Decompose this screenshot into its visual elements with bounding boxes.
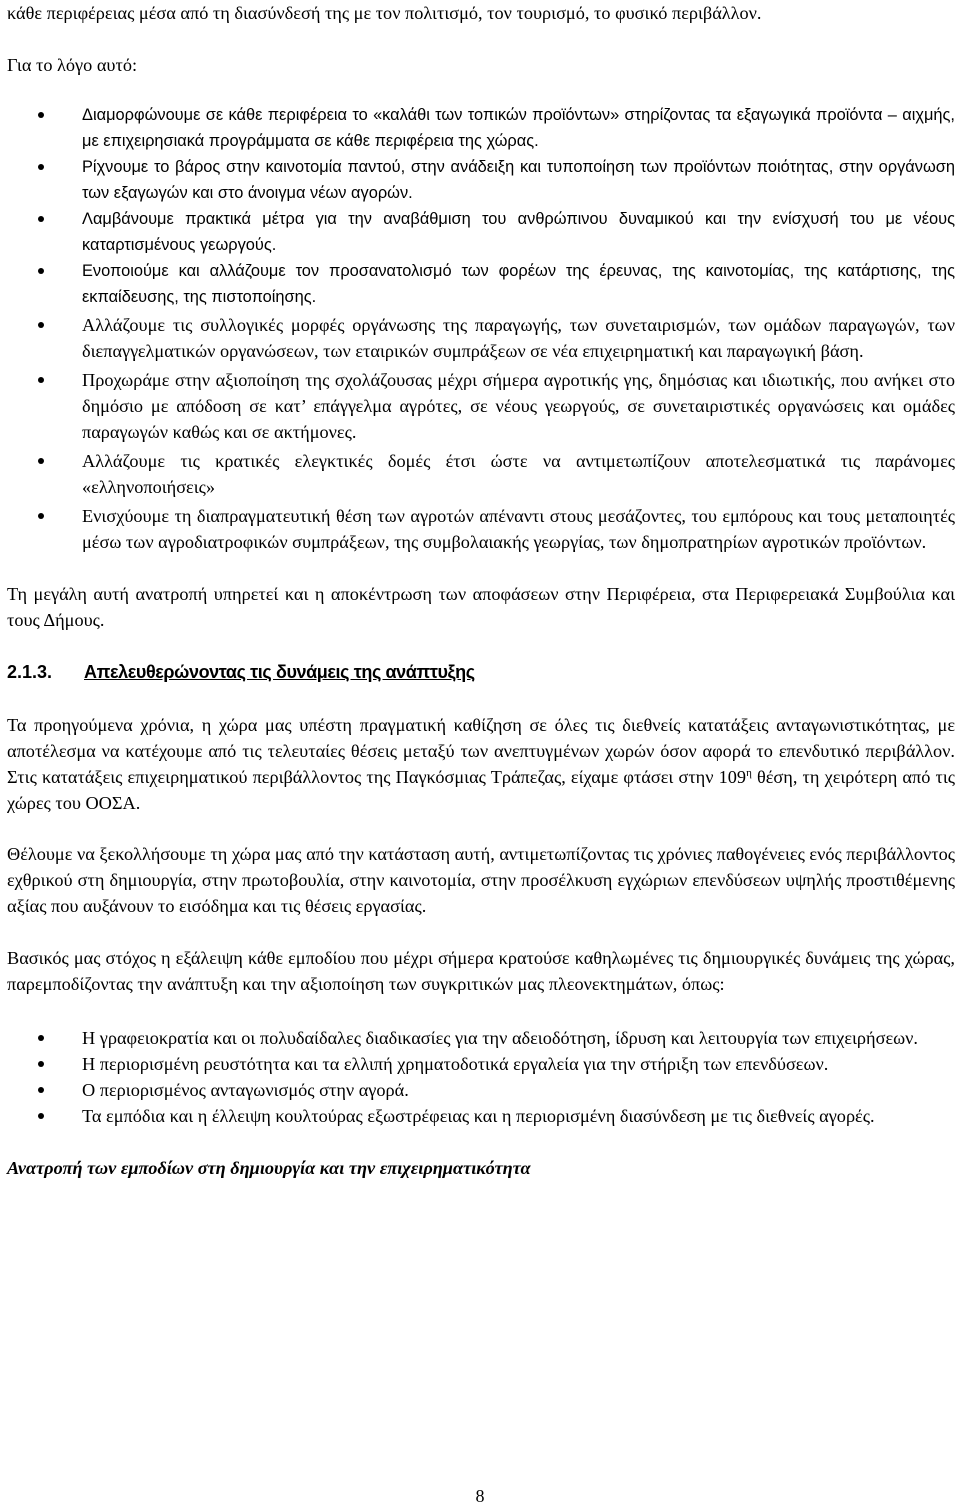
list-item — [7, 102, 955, 154]
list-item — [7, 258, 955, 310]
decentralization-note: Τη μεγάλη αυτή ανατροπή υπηρετεί και η αποκέντρωση των αποφάσεων στην Περιφέρεια, στα Περιφερειακά Συμβούλια και τους Δήμους. — [7, 584, 955, 630]
obstacles-list — [7, 1025, 955, 1129]
bullet-icon — [38, 268, 44, 274]
bullet-icon — [38, 164, 44, 170]
list-item — [7, 1077, 955, 1103]
subheading: Ανατροπή των εμποδίων στη δημιουργία και την επιχειρηματικότητα — [7, 1158, 531, 1178]
bullet-icon — [38, 1061, 44, 1067]
bullet-icon — [38, 112, 44, 118]
list-item — [7, 448, 955, 500]
paragraph-goal: Θέλουμε να ξεκολλήσουμε τη χώρα μας από την κατάσταση αυτή, αντιμετωπίζοντας τις χρόνιες παθογένειες ενός περιβάλλοντος εχθρικού στη δημιουργία, στην πρωτοβουλία, στην καινοτομία, στην προσέλκυση εγχώριων επενδύσεων υψηλής προστιθέμενης αξίας που αυξάνουν το εισόδημα και τις θέσεις εργασίας. — [7, 844, 955, 916]
obstacle-text: Η περιορισμένη ρευστότητα και τα ελλιπή χρηματοδοτικά εργαλεία για την στήριξη των επενδύσεων. — [82, 1054, 829, 1074]
ranking-text: Τα προηγούμενα χρόνια, η χώρα μας υπέστη πραγματική καθίζηση σε όλες τις διεθνείς κατατάξεις ανταγωνιστικότητας, με αποτέλεσμα να κατέχουμε από τις τελευταίες θέσεις μεταξύ των ανεπτυγμένων χωρών όσον αφορά το επενδυτικό περιβάλλον. Στις κατατάξεις επιχειρηματικού περιβάλλοντος της Παγκόσμιας Τράπεζας, είχαμε φτάσει στην 109 — [7, 715, 955, 787]
measure-text: Ενοποιούμε και αλλάζουμε τον προσανατολισμό των φορέων της έρευνας, της καινοτομίας, της κατάρτισης, της εκπαίδευσης, της πιστοποίησης. — [82, 262, 955, 306]
measures-list — [7, 102, 955, 555]
document-page — [7, 0, 955, 1181]
list-item — [7, 1051, 955, 1077]
bullet-icon — [38, 458, 44, 464]
bullet-icon — [38, 1035, 44, 1041]
section-number: 2.1.3. — [7, 662, 53, 682]
obstacle-text: Τα εμπόδια και η έλλειψη κουλτούρας εξωστρέφειας και η περιορισμένη διασύνδεση με τις διεθνείς αγορές. — [82, 1106, 875, 1126]
bullet-icon — [38, 216, 44, 222]
measure-text: Αλλάζουμε τις συλλογικές μορφές οργάνωσης της παραγωγής, των συνεταιρισμών, των ομάδων παραγωγών, των διεπαγγελματικών οργανώσεων, των εταιρικών συμπράξεων σε νέα επιχειρηματική και παραγωγική βάση. — [82, 315, 955, 361]
list-item — [7, 503, 955, 555]
obstacle-text: Ο περιορισμένος ανταγωνισμός στην αγορά. — [82, 1080, 409, 1100]
section-title: Απελευθερώνοντας τις δυνάμεις της ανάπτυξης — [84, 662, 475, 682]
measure-text: Αλλάζουμε τις κρατικές ελεγκτικές δομές έτσι ώστε να αντιμετωπίζουν αποτελεσματικά τις παράνομες «ελληνοποιήσεις» — [82, 451, 955, 497]
lead-in: Για το λόγο αυτό: — [7, 55, 138, 75]
list-item — [7, 1103, 955, 1129]
list-item — [7, 206, 955, 258]
page-number: 8 — [475, 1486, 485, 1506]
bullet-icon — [38, 1087, 44, 1093]
measure-text: Προχωράμε στην αξιοποίηση της σχολάζουσας μέχρι σήμερα αγροτικής γης, δημόσιας και ιδιωτικής, που ανήκει στο δημόσιο με απόδοση σε κατ’ επάγγελμα αγρότες, σε νέους γεωργούς, σε συνεταιριστικές οργανώσεις και ομάδες παραγωγών καθώς και σε ακτήμονες. — [82, 370, 955, 442]
bullet-icon — [38, 322, 44, 328]
section-heading — [7, 659, 955, 685]
list-item — [7, 1025, 955, 1051]
bullet-icon — [38, 513, 44, 519]
bullet-icon — [38, 1113, 44, 1119]
bullet-icon — [38, 377, 44, 383]
obstacle-text: Η γραφειοκρατία και οι πολυδαίδαλες διαδικασίες για την αδειοδότηση, ίδρυση και λειτουργία των επιχειρήσεων. — [82, 1028, 918, 1048]
measure-text: Διαμορφώνουμε σε κάθε περιφέρεια το «καλάθι των τοπικών προϊόντων» στηρίζοντας τα εξαγωγικά προϊόντα – αιχμής, με επιχειρησιακά προγράμματα σε κάθε περιφέρεια της χώρας. — [82, 106, 955, 150]
ranking-text-end: θέση, τη χειρότερη από τις χώρες του ΟΟΣΑ. — [7, 767, 956, 813]
paragraph-ranking — [7, 712, 955, 816]
measure-text: Ρίχνουμε το βάρος στην καινοτομία παντού, στην ανάδειξη και τυποποίηση των προϊόντων ποιότητας, στην οργάνωση των εξαγωγών και στο άνοιγμα νέων αγορών. — [82, 158, 955, 202]
list-item — [7, 367, 955, 445]
rank-suffix: η — [746, 766, 752, 779]
list-item — [7, 312, 955, 364]
measure-text: Ενισχύουμε τη διαπραγματευτική θέση των αγροτών απέναντι στους μεσάζοντες, του εμπόρους και τους μεταποιητές μέσω των αγροδιατροφικών συμπράξεων, της συμβολαιακής γεωργίας, των δημοπρατηρίων αγροτικών προϊόντων. — [82, 506, 955, 552]
paragraph-obstacles: Βασικός μας στόχος η εξάλειψη κάθε εμποδίου που μέχρι σήμερα κρατούσε καθηλωμένες τις δημιουργικές δυνάμεις της χώρας, παρεμποδίζοντας την ανάπτυξη και την αξιοποίηση των συγκριτικών μας πλεονεκτημάτων, όπως: — [7, 948, 955, 994]
intro-continuation: κάθε περιφέρειας μέσα από τη διασύνδεσή της με τον πολιτισμό, τον τουρισμό, το φυσικό περιβάλλον. — [7, 3, 762, 23]
measure-text: Λαμβάνουμε πρακτικά μέτρα για την αναβάθμιση του ανθρώπινου δυναμικού και την ενίσχυσή του με νέους καταρτισμένους γεωργούς. — [82, 210, 955, 254]
list-item — [7, 154, 955, 206]
